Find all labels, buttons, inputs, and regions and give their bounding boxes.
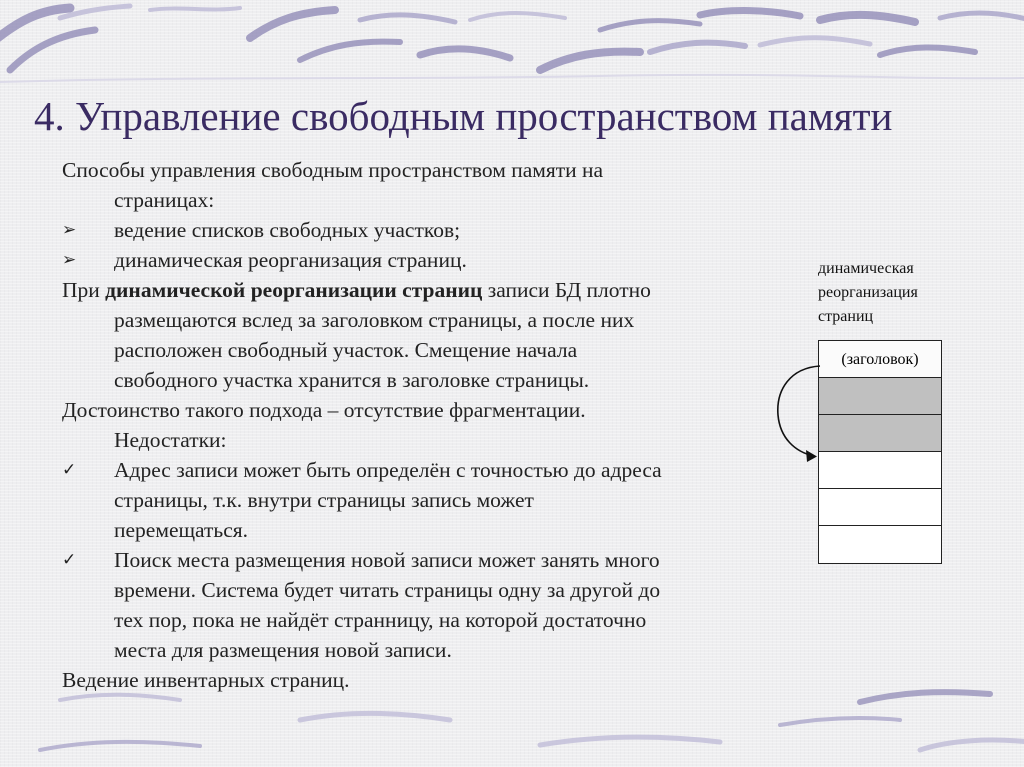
dynamic-suffix: записи БД плотно	[482, 278, 651, 302]
arrowhead-icon	[806, 450, 817, 462]
free-slot	[818, 525, 942, 564]
free-slot	[818, 488, 942, 527]
page-diagram	[818, 340, 942, 562]
intro-line: Способы управления свободным пространством памяти на	[62, 158, 604, 182]
drawback-line: времени. Система будет читать страницы одну за другой до	[114, 578, 661, 602]
caption-line: реорганизация	[818, 284, 918, 301]
advantage-line: Недостатки:	[114, 428, 227, 452]
slide-body	[62, 155, 782, 695]
diagram-caption	[818, 257, 988, 329]
caption-line: страниц	[818, 308, 874, 325]
arrowhead-bullet-icon: ➢	[62, 250, 77, 270]
drawback-line: перемещаться.	[114, 518, 249, 542]
dynamic-line: расположен свободный участок. Смещение начала	[114, 338, 578, 362]
drawback-line: Адрес записи может быть определён с точностью до адреса	[114, 458, 662, 482]
dynamic-reorg-paragraph	[62, 275, 782, 395]
top-decoration-band	[0, 0, 1024, 85]
dynamic-line: размещаются вслед за заголовком страницы, а после них	[114, 308, 635, 332]
slide-title: 4. Управление свободным пространством памяти	[34, 93, 893, 139]
inventory-line: Ведение инвентарных страниц.	[62, 668, 350, 692]
drawback-item	[62, 455, 782, 545]
drawback-item	[62, 545, 782, 665]
checkmark-bullet-icon: ✓	[62, 550, 77, 570]
drawback-line: страницы, т.к. внутри страницы запись может	[114, 488, 534, 512]
advantage-line: Достоинство такого подхода – отсутствие фрагментации.	[62, 398, 586, 422]
drawback-line: места для размещения новой записи.	[114, 638, 452, 662]
offset-arrow	[770, 360, 830, 470]
intro-line: страницах:	[114, 188, 215, 212]
advantage-paragraph	[62, 395, 782, 455]
method-text: динамическая реорганизация страниц.	[114, 248, 467, 272]
method-text: ведение списков свободных участков;	[114, 218, 461, 242]
page-header-slot: (заголовок)	[818, 340, 942, 379]
record-slot	[818, 414, 942, 453]
dynamic-line: свободного участка хранится в заголовке страницы.	[114, 368, 590, 392]
record-slot	[818, 377, 942, 416]
dynamic-bold-term: динамической реорганизации страниц	[105, 278, 483, 302]
inventory-paragraph	[62, 665, 782, 695]
drawback-line: Поиск места размещения новой записи может занять много	[114, 548, 660, 572]
dynamic-prefix: При	[62, 278, 106, 302]
dynamic-line	[62, 275, 782, 305]
free-slot	[818, 451, 942, 490]
arrowhead-bullet-icon: ➢	[62, 220, 77, 240]
caption-line: динамическая	[818, 260, 914, 277]
checkmark-bullet-icon: ✓	[62, 460, 77, 480]
method-item	[62, 215, 782, 245]
method-item	[62, 245, 782, 275]
intro-paragraph	[62, 155, 782, 215]
drawback-line: тех пор, пока не найдёт стрaнницу, на которой достаточно	[114, 608, 647, 632]
